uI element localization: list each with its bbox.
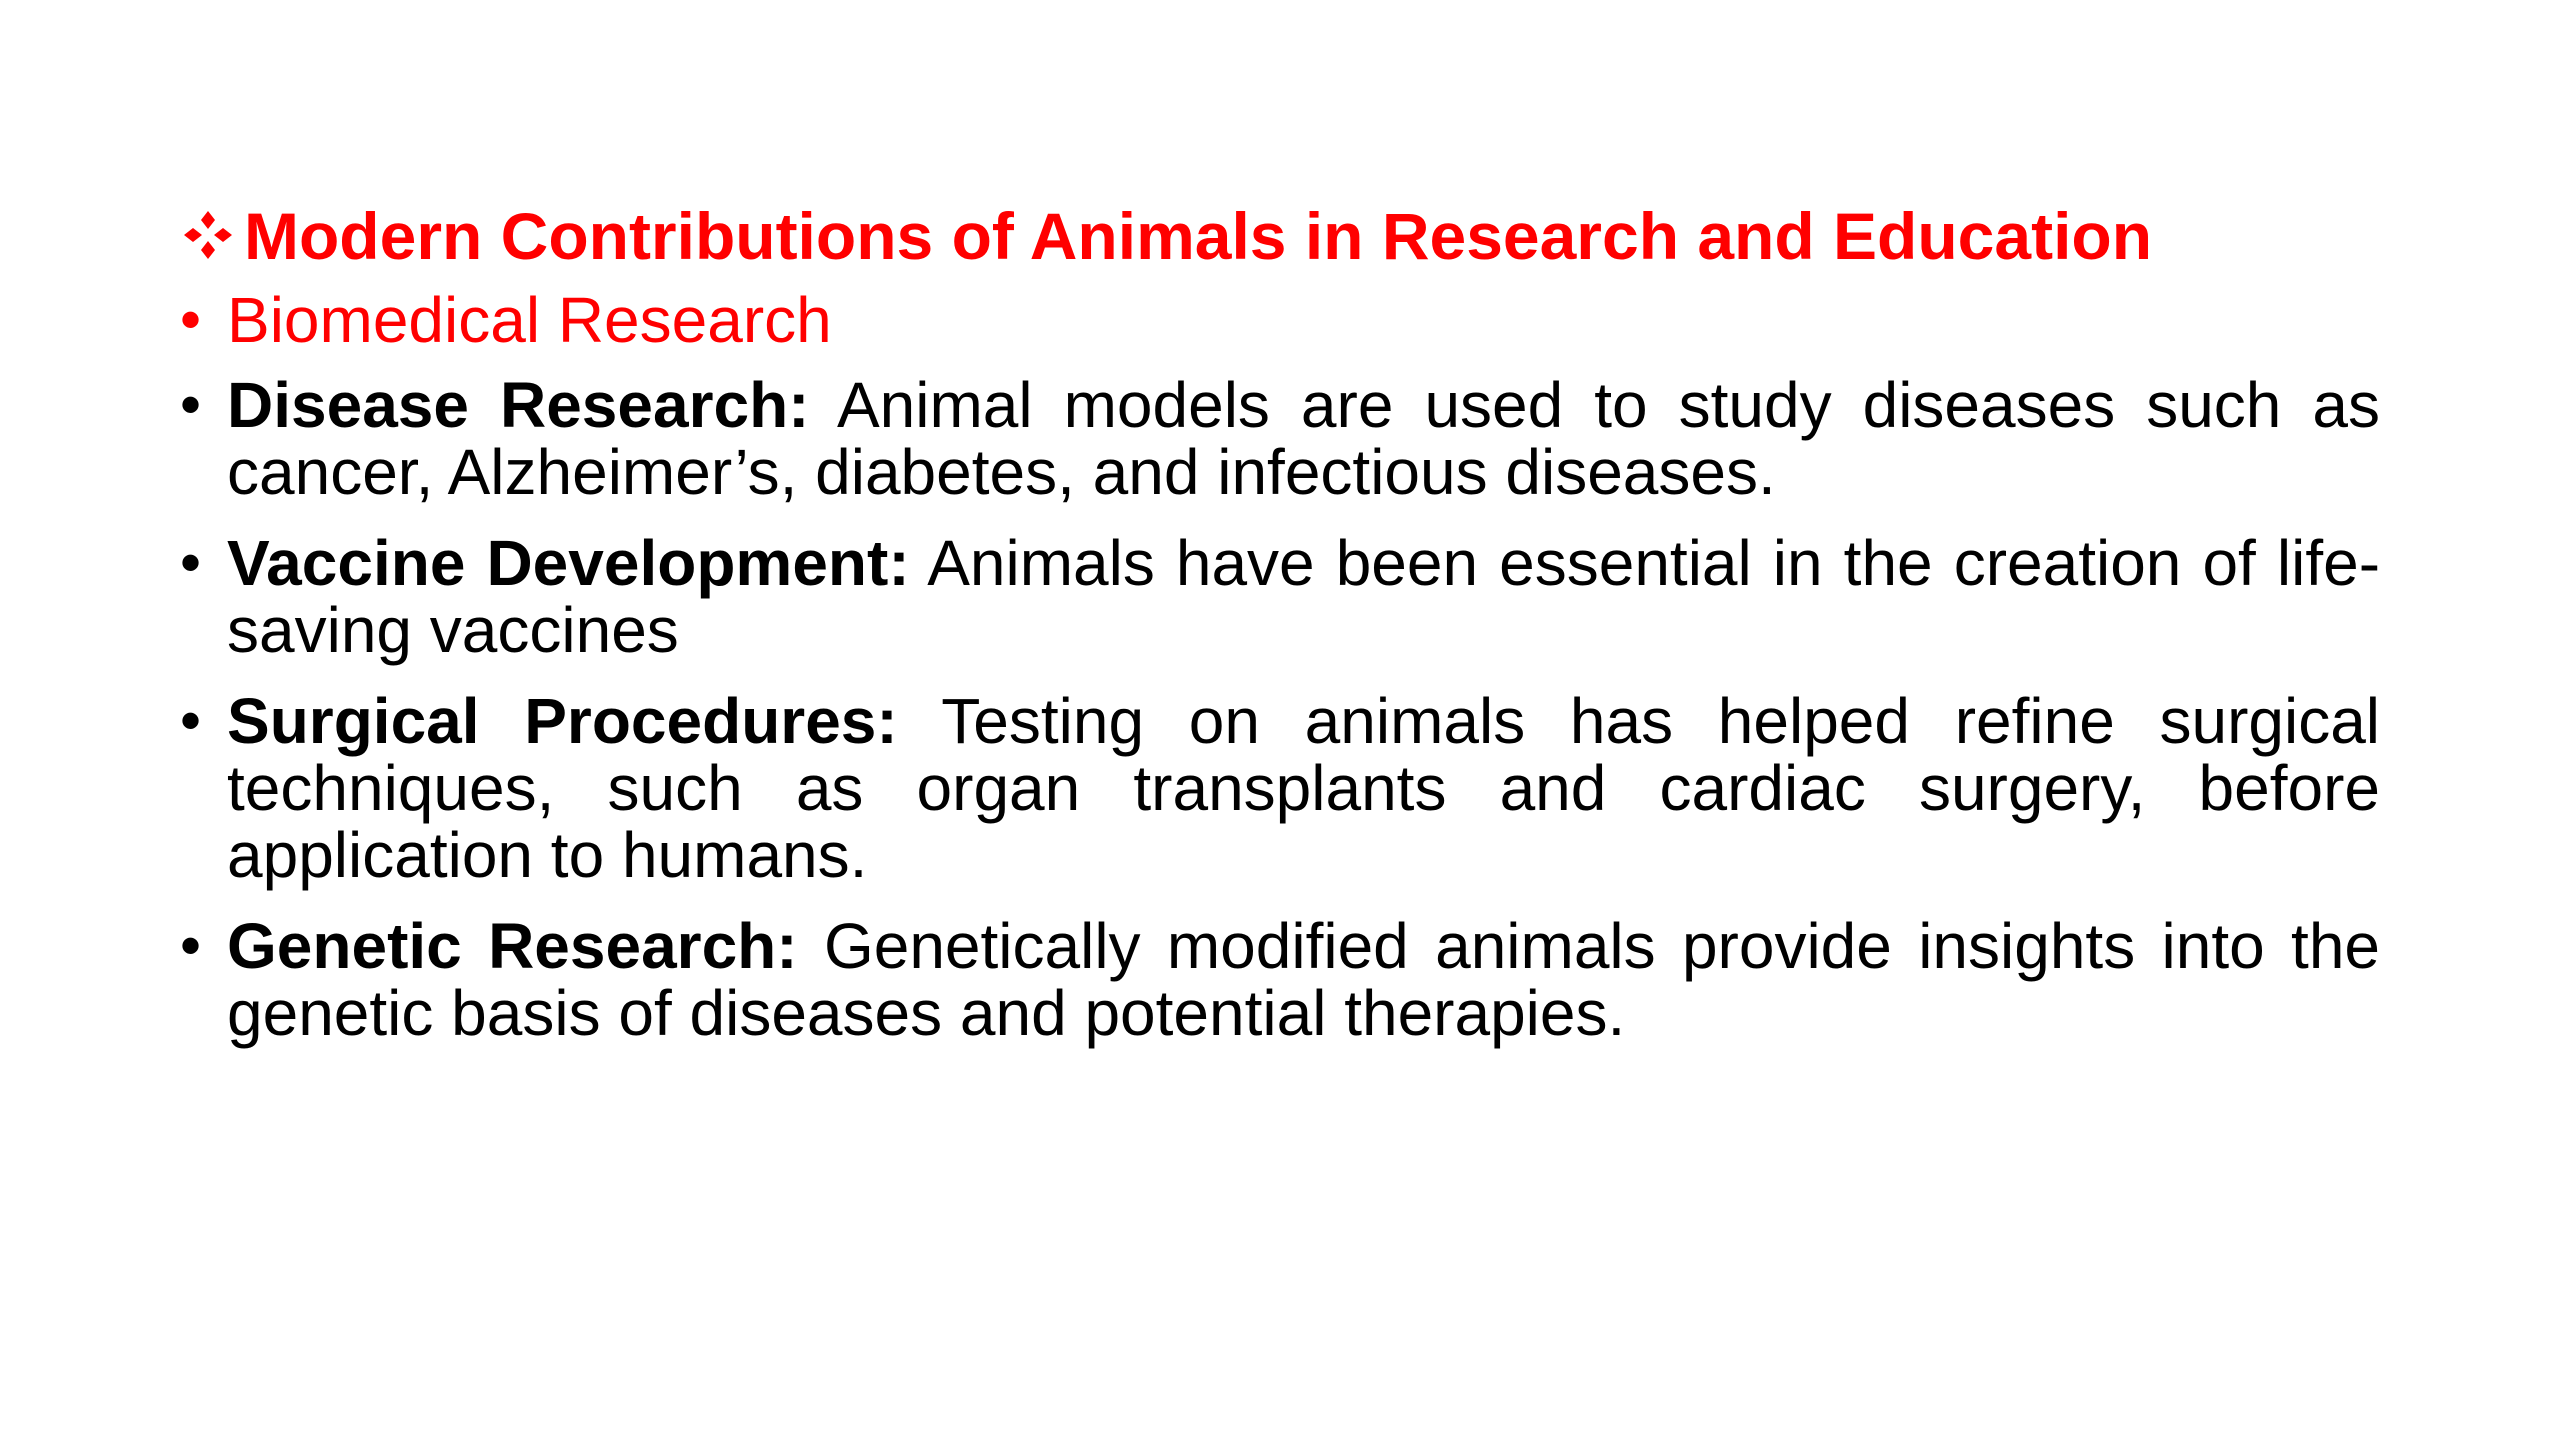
list-item-text (227, 527, 2381, 666)
list-item-description: Testing on animals has helped refine surgical techniques, such as organ transplants and cardiac surgery, before application to humans. (227, 685, 2381, 891)
list-item-term: Genetic Research: (227, 910, 798, 982)
list-item (180, 685, 2381, 891)
list-item-term: Vaccine Development: (227, 527, 910, 599)
bullet-list (180, 284, 2381, 1049)
list-item (180, 369, 2381, 508)
bullet-icon: • (180, 371, 202, 438)
heading-text: Modern Contributions of Animals in Research and Education (244, 199, 2153, 273)
list-item-description: Genetically modified animals provide insights into the genetic basis of diseases and potential therapies. (227, 910, 2381, 1049)
list-item-description: Animal models are used to study diseases such as cancer, Alzheimer’s, diabetes, and infectious diseases. (227, 369, 2381, 508)
list-item-text (227, 910, 2381, 1049)
list-item-subheading (180, 284, 2380, 356)
four-diamond-bullet-icon (180, 207, 236, 263)
list-item (180, 910, 2381, 1049)
slide-content (180, 195, 2380, 1071)
list-item-term: Disease Research: (227, 369, 810, 441)
list-item-text (227, 369, 2381, 508)
bullet-icon: • (180, 286, 202, 353)
subheading-text: Biomedical Research (227, 284, 832, 356)
bullet-icon: • (180, 912, 202, 979)
list-item-description: Animals have been essential in the creation of life-saving vaccines (227, 527, 2381, 666)
bullet-icon: • (180, 529, 202, 596)
bullet-icon: • (180, 687, 202, 754)
list-item (180, 527, 2381, 666)
list-item-term: Surgical Procedures: (227, 685, 898, 757)
slide-heading (180, 195, 2380, 277)
list-item-text (227, 685, 2381, 891)
